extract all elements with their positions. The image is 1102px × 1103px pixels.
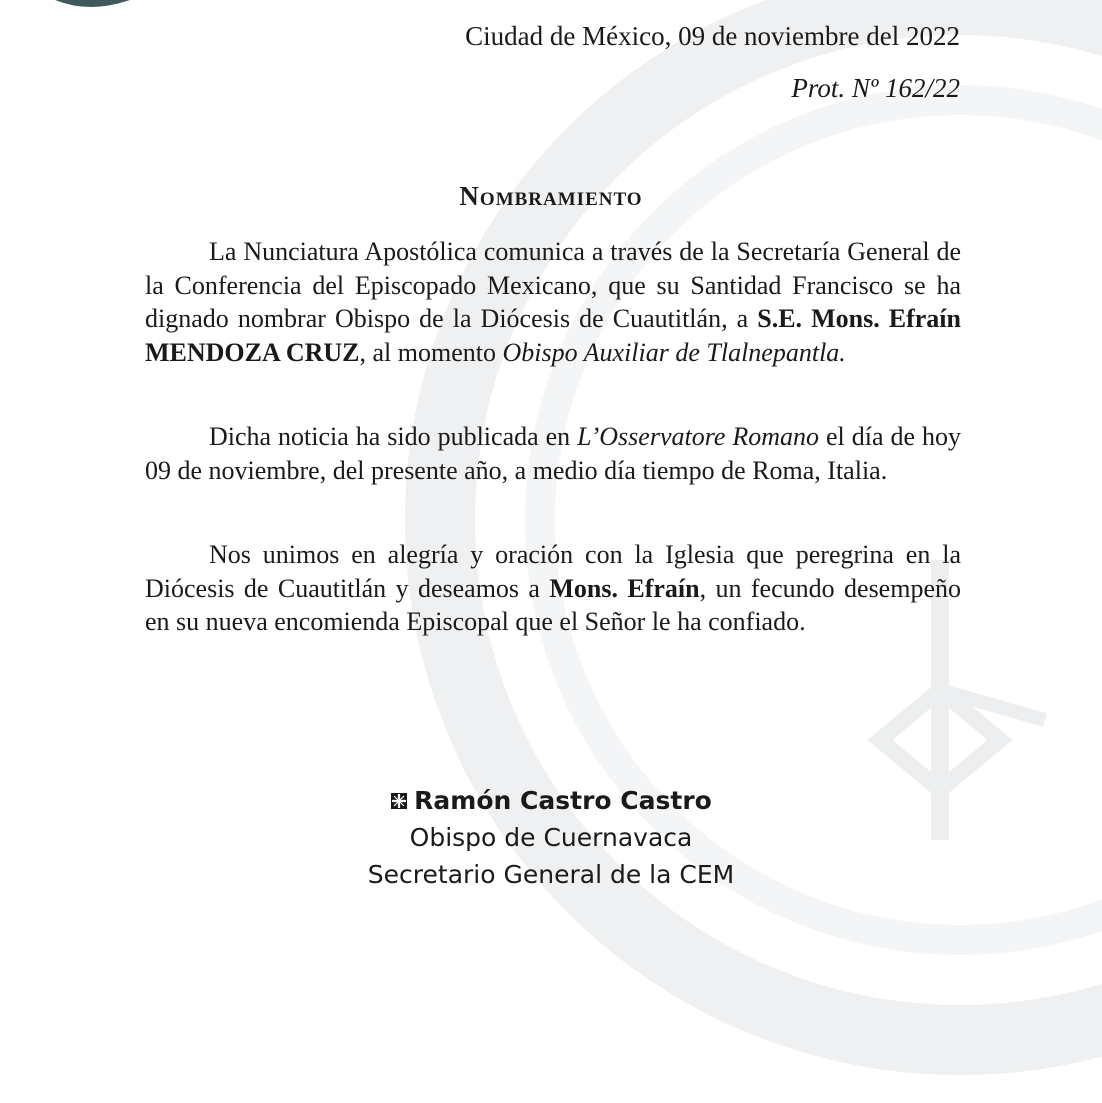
publication-source: L’Osservatore Romano: [577, 422, 820, 451]
signatory-line: [0, 782, 1102, 819]
paragraph-publication: [145, 420, 961, 487]
previous-role: Obispo Auxiliar de Tlalnepantla.: [502, 337, 846, 367]
blessing-text: Nos unimos en alegría y oración con la Iglesia que peregrina en la Diócesis de Cuautitlán y deseamos a: [145, 540, 961, 603]
signatory-role: Obispo de Cuernavaca: [409, 823, 693, 852]
paragraph-blessing: [145, 538, 961, 639]
blessing-name: Mons. Efraín: [549, 573, 700, 603]
blessing-text-cont: , un fecundo desempeño en su nueva encomienda Episcopal que el Señor le ha confiado.: [145, 573, 961, 636]
cross-icon: [390, 792, 408, 810]
protocol-number: Prot. Nº 162/22: [791, 73, 960, 103]
date-line: Ciudad de México, 09 de noviembre del 2022: [465, 21, 960, 51]
publication-text-cont: el día de hoy 09 de noviembre, del presente año, a medio día tiempo de Roma, Italia.: [145, 422, 961, 485]
signature-block: [0, 782, 1102, 893]
letterhead-logo-fragment: [0, 0, 160, 12]
appointee-name: S.E. Mons. Efraín MENDOZA CRUZ: [145, 304, 961, 367]
paragraph-announcement: [145, 235, 961, 369]
announcement-text-cont: , al momento: [359, 337, 503, 367]
signatory-name: Ramón Castro Castro: [414, 786, 712, 815]
publication-text: Dicha noticia ha sido publicada en: [209, 422, 578, 451]
announcement-text: La Nunciatura Apostólica comunica a través de la Secretaría General de la Conferencia del Episcopado Mexicano, que su Santidad Francisco se ha dignado nombrar Obispo de la Diócesis de Cuautitlán, a: [145, 237, 961, 333]
document-title: Nombramiento: [459, 181, 643, 211]
signatory-position: Secretario General de la CEM: [367, 860, 735, 889]
